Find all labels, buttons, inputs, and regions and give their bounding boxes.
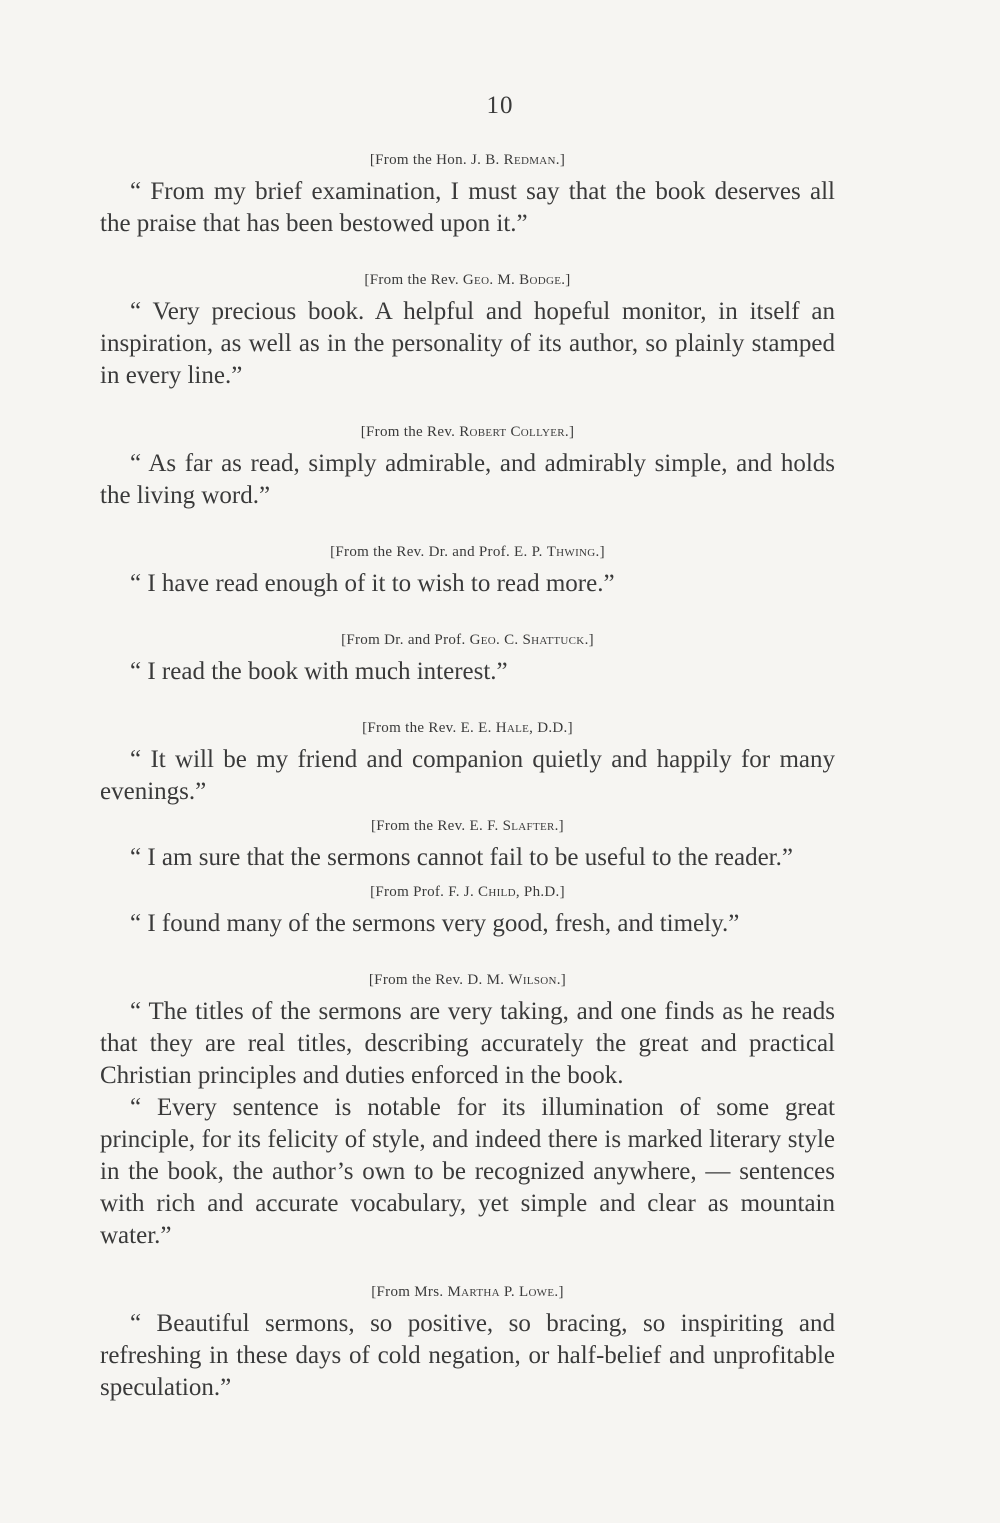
testimonial-source: [From Prof. F. J. Child, Ph.D.]	[370, 884, 565, 900]
testimonial-quote: “ From my brief examination, I must say that the book deserves all the praise that has been bestowed upon it.”	[100, 178, 835, 237]
testimonial-quote: “ Beautiful sermons, so positive, so bracing, so inspiriting and refreshing in these days of cold negation, or half-belief and unprofitable speculation.”	[100, 1310, 835, 1401]
testimonial-source: [From the Rev. E. E. Hale, D.D.]	[362, 720, 573, 736]
testimonial-quote: “ I read the book with much interest.”	[130, 658, 508, 685]
testimonial-source: [From Dr. and Prof. Geo. C. Shattuck.]	[341, 632, 594, 648]
testimonial-source: [From Mrs. Martha P. Lowe.]	[371, 1284, 564, 1300]
testimonial-source: [From the Rev. Geo. M. Bodge.]	[364, 272, 571, 288]
testimonial-quote: “ I found many of the sermons very good, fresh, and timely.”	[130, 910, 740, 937]
testimonial-quote: “ Very precious book. A helpful and hopeful monitor, in itself an inspiration, as well as in the personality of its author, so plainly stamped in every line.”	[100, 298, 835, 389]
testimonial-source: [From the Rev. Dr. and Prof. E. P. Thwing.]	[330, 544, 605, 560]
testimonial-quote: “ The titles of the sermons are very taking, and one finds as he reads that they are real titles, describing accurately the great and practical Christian principles and duties enforced in the book.	[100, 998, 835, 1089]
testimonial-source: [From the Hon. J. B. Redman.]	[369, 152, 566, 168]
testimonial-source: [From the Rev. Robert Collyer.]	[360, 424, 575, 440]
testimonial-quote: “ I have read enough of it to wish to read more.”	[130, 570, 615, 597]
testimonial-source: [From the Rev. D. M. Wilson.]	[368, 972, 567, 988]
testimonial-quote: “ As far as read, simply admirable, and admirably simple, and holds the living word.”	[100, 450, 835, 509]
page-number: 10	[486, 92, 514, 119]
testimonials-list	[100, 150, 835, 1404]
testimonial-source: [From the Rev. E. F. Slafter.]	[371, 818, 564, 834]
testimonial-quote: “ Every sentence is notable for its illumination of some great principle, for its felicity of style, and indeed there is marked literary style in the book, the author’s own to be recognized anywhere, — sentences with rich and accurate vocabulary, yet simple and clear as mountain water.”	[100, 1094, 835, 1249]
testimonial-quote: “ I am sure that the sermons cannot fail to be useful to the reader.”	[130, 844, 793, 871]
testimonial-quote: “ It will be my friend and companion quietly and happily for many evenings.”	[100, 746, 835, 805]
